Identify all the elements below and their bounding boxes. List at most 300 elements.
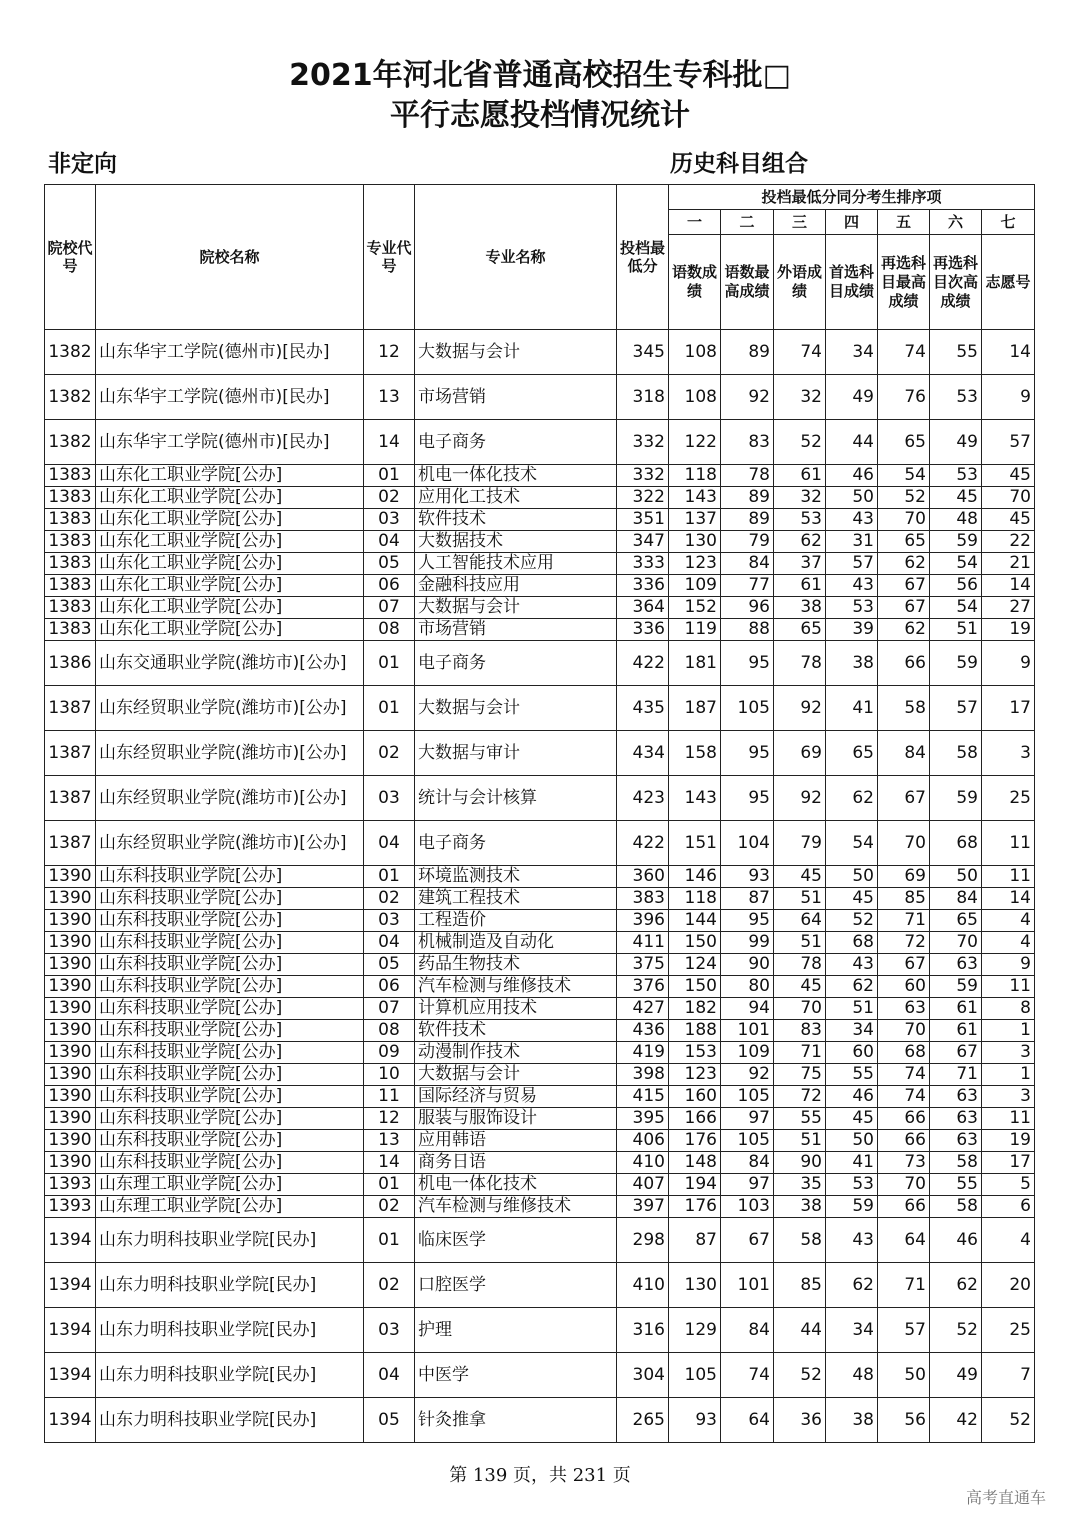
table-row — [45, 553, 1035, 575]
tiebreak-cell-5: 67 — [878, 575, 930, 597]
major-name-cell: 大数据技术 — [415, 531, 617, 553]
tiebreak-cell-5: 73 — [878, 1152, 930, 1174]
major-code-cell: 02 — [364, 1263, 415, 1308]
min-score-cell: 347 — [617, 531, 669, 553]
tiebreak-cell-3: 74 — [774, 330, 826, 375]
tiebreak-cell-6: 61 — [930, 998, 982, 1020]
school-name-cell: 山东化工职业学院[公办] — [96, 465, 364, 487]
tiebreak-cell-4: 38 — [826, 1398, 878, 1443]
school-name-cell: 山东力明科技职业学院[民办] — [96, 1398, 364, 1443]
major-code-cell: 08 — [364, 1020, 415, 1042]
tiebreak-cell-3: 78 — [774, 641, 826, 686]
school-code-cell: 1382 — [45, 420, 96, 465]
major-name-cell: 电子商务 — [415, 821, 617, 866]
school-name-cell: 山东科技职业学院[公办] — [96, 1086, 364, 1108]
tiebreak-cell-2: 64 — [721, 1398, 774, 1443]
tiebreak-cell-7: 19 — [982, 619, 1035, 641]
tiebreak-cell-3: 51 — [774, 1130, 826, 1152]
min-score-cell: 395 — [617, 1108, 669, 1130]
tiebreak-cell-2: 79 — [721, 531, 774, 553]
tiebreak-cell-6: 46 — [930, 1218, 982, 1263]
major-code-cell: 09 — [364, 1042, 415, 1064]
min-score-cell: 332 — [617, 465, 669, 487]
table-row — [45, 330, 1035, 375]
tiebreak-cell-4: 53 — [826, 597, 878, 619]
major-code-cell: 11 — [364, 1086, 415, 1108]
table-row — [45, 954, 1035, 976]
tiebreak-cell-3: 65 — [774, 619, 826, 641]
tiebreak-cell-3: 52 — [774, 420, 826, 465]
school-name-cell: 山东科技职业学院[公办] — [96, 1130, 364, 1152]
tiebreak-cell-3: 78 — [774, 954, 826, 976]
tiebreak-cell-5: 76 — [878, 375, 930, 420]
header-tiebreak-7: 志愿号 — [982, 235, 1035, 330]
tiebreak-cell-2: 89 — [721, 487, 774, 509]
major-name-cell: 商务日语 — [415, 1152, 617, 1174]
major-code-cell: 13 — [364, 375, 415, 420]
tiebreak-cell-1: 187 — [669, 686, 721, 731]
major-name-cell: 大数据与会计 — [415, 597, 617, 619]
tiebreak-cell-1: 137 — [669, 509, 721, 531]
tiebreak-cell-1: 87 — [669, 1218, 721, 1263]
tiebreak-cell-7: 27 — [982, 597, 1035, 619]
tiebreak-cell-2: 80 — [721, 976, 774, 998]
major-code-cell: 13 — [364, 1130, 415, 1152]
tiebreak-cell-6: 65 — [930, 910, 982, 932]
tiebreak-cell-1: 152 — [669, 597, 721, 619]
major-name-cell: 机电一体化技术 — [415, 1174, 617, 1196]
school-name-cell: 山东科技职业学院[公办] — [96, 888, 364, 910]
document-title-line-1: 2021年河北省普通高校招生专科批□ — [289, 58, 791, 93]
tiebreak-cell-5: 56 — [878, 1398, 930, 1443]
tiebreak-cell-7: 14 — [982, 888, 1035, 910]
school-code-cell: 1383 — [45, 597, 96, 619]
tiebreak-cell-3: 58 — [774, 1218, 826, 1263]
min-score-cell: 419 — [617, 1042, 669, 1064]
school-name-cell: 山东经贸职业学院(潍坊市)[公办] — [96, 821, 364, 866]
school-name-cell: 山东科技职业学院[公办] — [96, 1064, 364, 1086]
table-row — [45, 1152, 1035, 1174]
tiebreak-cell-7: 1 — [982, 1020, 1035, 1042]
tiebreak-cell-6: 49 — [930, 420, 982, 465]
tiebreak-cell-4: 44 — [826, 420, 878, 465]
tiebreak-cell-1: 160 — [669, 1086, 721, 1108]
header-tiebreak-1: 语数成绩 — [669, 235, 721, 330]
tiebreak-cell-7: 52 — [982, 1398, 1035, 1443]
tiebreak-cell-4: 43 — [826, 954, 878, 976]
tiebreak-cell-5: 71 — [878, 910, 930, 932]
major-name-cell: 市场营销 — [415, 375, 617, 420]
major-code-cell: 12 — [364, 330, 415, 375]
tiebreak-cell-2: 74 — [721, 1353, 774, 1398]
tiebreak-cell-1: 146 — [669, 866, 721, 888]
school-name-cell: 山东华宇工学院(德州市)[民办] — [96, 420, 364, 465]
tiebreak-cell-4: 62 — [826, 776, 878, 821]
tiebreak-cell-2: 92 — [721, 375, 774, 420]
tiebreak-cell-7: 3 — [982, 1086, 1035, 1108]
min-score-cell: 322 — [617, 487, 669, 509]
tiebreak-cell-5: 62 — [878, 553, 930, 575]
tiebreak-cell-6: 63 — [930, 954, 982, 976]
tiebreak-cell-2: 77 — [721, 575, 774, 597]
school-code-cell: 1386 — [45, 641, 96, 686]
tiebreak-cell-6: 55 — [930, 1174, 982, 1196]
min-score-cell: 333 — [617, 553, 669, 575]
tiebreak-cell-4: 68 — [826, 932, 878, 954]
tiebreak-cell-7: 25 — [982, 1308, 1035, 1353]
major-name-cell: 金融科技应用 — [415, 575, 617, 597]
min-score-cell: 364 — [617, 597, 669, 619]
min-score-cell: 423 — [617, 776, 669, 821]
major-name-cell: 应用韩语 — [415, 1130, 617, 1152]
school-name-cell: 山东化工职业学院[公办] — [96, 531, 364, 553]
tiebreak-cell-2: 84 — [721, 1308, 774, 1353]
school-code-cell: 1390 — [45, 1152, 96, 1174]
tiebreak-cell-3: 51 — [774, 932, 826, 954]
tiebreak-cell-3: 69 — [774, 731, 826, 776]
tiebreak-cell-1: 143 — [669, 776, 721, 821]
tiebreak-cell-6: 45 — [930, 487, 982, 509]
table-row — [45, 1064, 1035, 1086]
major-code-cell: 03 — [364, 509, 415, 531]
table-row — [45, 866, 1035, 888]
tiebreak-cell-6: 61 — [930, 1020, 982, 1042]
table-header — [45, 185, 1035, 330]
tiebreak-cell-6: 54 — [930, 553, 982, 575]
tiebreak-cell-5: 62 — [878, 619, 930, 641]
tiebreak-cell-7: 11 — [982, 866, 1035, 888]
school-name-cell: 山东科技职业学院[公办] — [96, 954, 364, 976]
major-name-cell: 机电一体化技术 — [415, 465, 617, 487]
tiebreak-cell-2: 109 — [721, 1042, 774, 1064]
table-row — [45, 1086, 1035, 1108]
tiebreak-cell-1: 118 — [669, 888, 721, 910]
tiebreak-cell-4: 62 — [826, 1263, 878, 1308]
min-score-cell: 298 — [617, 1218, 669, 1263]
table-row — [45, 1263, 1035, 1308]
tiebreak-cell-1: 119 — [669, 619, 721, 641]
header-tiebreak-group: 投档最低分同分考生排序项 — [669, 185, 1035, 210]
tiebreak-cell-2: 103 — [721, 1196, 774, 1218]
tiebreak-cell-7: 45 — [982, 509, 1035, 531]
min-score-cell: 422 — [617, 641, 669, 686]
tiebreak-cell-1: 158 — [669, 731, 721, 776]
major-code-cell: 05 — [364, 954, 415, 976]
tiebreak-cell-3: 61 — [774, 575, 826, 597]
tiebreak-cell-4: 55 — [826, 1064, 878, 1086]
major-code-cell: 08 — [364, 619, 415, 641]
school-code-cell: 1382 — [45, 375, 96, 420]
major-name-cell: 中医学 — [415, 1353, 617, 1398]
tiebreak-cell-3: 53 — [774, 509, 826, 531]
tiebreak-cell-6: 57 — [930, 686, 982, 731]
tiebreak-cell-4: 43 — [826, 575, 878, 597]
school-code-cell: 1390 — [45, 1020, 96, 1042]
tiebreak-cell-5: 74 — [878, 330, 930, 375]
school-name-cell: 山东化工职业学院[公办] — [96, 487, 364, 509]
major-name-cell: 电子商务 — [415, 641, 617, 686]
tiebreak-cell-2: 101 — [721, 1020, 774, 1042]
tiebreak-cell-2: 99 — [721, 932, 774, 954]
tiebreak-cell-1: 176 — [669, 1196, 721, 1218]
major-name-cell: 市场营销 — [415, 619, 617, 641]
tiebreak-cell-7: 21 — [982, 553, 1035, 575]
school-name-cell: 山东科技职业学院[公办] — [96, 976, 364, 998]
table-row — [45, 465, 1035, 487]
tiebreak-cell-7: 1 — [982, 1064, 1035, 1086]
tiebreak-cell-7: 57 — [982, 420, 1035, 465]
min-score-cell: 336 — [617, 575, 669, 597]
tiebreak-cell-5: 70 — [878, 509, 930, 531]
tiebreak-cell-2: 105 — [721, 686, 774, 731]
tiebreak-cell-4: 62 — [826, 976, 878, 998]
tiebreak-cell-3: 64 — [774, 910, 826, 932]
tiebreak-cell-6: 68 — [930, 821, 982, 866]
major-name-cell: 大数据与审计 — [415, 731, 617, 776]
tiebreak-cell-6: 42 — [930, 1398, 982, 1443]
tiebreak-cell-3: 55 — [774, 1108, 826, 1130]
tiebreak-cell-6: 52 — [930, 1308, 982, 1353]
tiebreak-cell-3: 51 — [774, 888, 826, 910]
min-score-cell: 376 — [617, 976, 669, 998]
tiebreak-cell-5: 67 — [878, 776, 930, 821]
table-row — [45, 420, 1035, 465]
tiebreak-cell-4: 48 — [826, 1353, 878, 1398]
tiebreak-cell-6: 48 — [930, 509, 982, 531]
tiebreak-cell-3: 85 — [774, 1263, 826, 1308]
tiebreak-cell-3: 36 — [774, 1398, 826, 1443]
tiebreak-cell-3: 44 — [774, 1308, 826, 1353]
school-code-cell: 1394 — [45, 1353, 96, 1398]
tiebreak-cell-6: 70 — [930, 932, 982, 954]
tiebreak-cell-6: 49 — [930, 1353, 982, 1398]
major-code-cell: 10 — [364, 1064, 415, 1086]
major-code-cell: 07 — [364, 998, 415, 1020]
tiebreak-cell-2: 96 — [721, 597, 774, 619]
header-rank-1: 一 — [669, 210, 721, 235]
tiebreak-cell-1: 181 — [669, 641, 721, 686]
major-code-cell: 02 — [364, 731, 415, 776]
header-major-name: 专业名称 — [415, 185, 617, 330]
major-code-cell: 03 — [364, 776, 415, 821]
tiebreak-cell-4: 34 — [826, 1020, 878, 1042]
major-code-cell: 12 — [364, 1108, 415, 1130]
tiebreak-cell-1: 108 — [669, 330, 721, 375]
major-code-cell: 01 — [364, 866, 415, 888]
school-code-cell: 1387 — [45, 776, 96, 821]
tiebreak-cell-2: 104 — [721, 821, 774, 866]
school-name-cell: 山东化工职业学院[公办] — [96, 553, 364, 575]
tiebreak-cell-6: 63 — [930, 1086, 982, 1108]
tiebreak-cell-1: 182 — [669, 998, 721, 1020]
tiebreak-cell-3: 37 — [774, 553, 826, 575]
tiebreak-cell-4: 49 — [826, 375, 878, 420]
tiebreak-cell-3: 92 — [774, 776, 826, 821]
school-name-cell: 山东理工职业学院[公办] — [96, 1174, 364, 1196]
tiebreak-cell-3: 38 — [774, 1196, 826, 1218]
school-code-cell: 1394 — [45, 1263, 96, 1308]
major-code-cell: 01 — [364, 1218, 415, 1263]
min-score-cell: 397 — [617, 1196, 669, 1218]
tiebreak-cell-7: 45 — [982, 465, 1035, 487]
table-row — [45, 776, 1035, 821]
major-name-cell: 统计与会计核算 — [415, 776, 617, 821]
tiebreak-cell-1: 188 — [669, 1020, 721, 1042]
tiebreak-cell-4: 54 — [826, 821, 878, 866]
school-code-cell: 1383 — [45, 487, 96, 509]
school-code-cell: 1390 — [45, 866, 96, 888]
major-code-cell: 01 — [364, 641, 415, 686]
tiebreak-cell-7: 20 — [982, 1263, 1035, 1308]
major-code-cell: 06 — [364, 976, 415, 998]
tiebreak-cell-6: 63 — [930, 1108, 982, 1130]
major-code-cell: 06 — [364, 575, 415, 597]
tiebreak-cell-7: 6 — [982, 1196, 1035, 1218]
major-name-cell: 软件技术 — [415, 509, 617, 531]
tiebreak-cell-2: 95 — [721, 910, 774, 932]
tiebreak-cell-1: 109 — [669, 575, 721, 597]
major-name-cell: 动漫制作技术 — [415, 1042, 617, 1064]
major-name-cell: 国际经济与贸易 — [415, 1086, 617, 1108]
major-name-cell: 针灸推拿 — [415, 1398, 617, 1443]
major-code-cell: 07 — [364, 597, 415, 619]
tiebreak-cell-2: 78 — [721, 465, 774, 487]
major-code-cell: 04 — [364, 821, 415, 866]
table-row — [45, 1218, 1035, 1263]
tiebreak-cell-7: 8 — [982, 998, 1035, 1020]
min-score-cell: 434 — [617, 731, 669, 776]
tiebreak-cell-6: 67 — [930, 1042, 982, 1064]
header-rank-2: 二 — [721, 210, 774, 235]
header-min-score: 投档最低分 — [617, 185, 669, 330]
tiebreak-cell-2: 89 — [721, 509, 774, 531]
school-name-cell: 山东华宇工学院(德州市)[民办] — [96, 330, 364, 375]
tiebreak-cell-6: 63 — [930, 1130, 982, 1152]
tiebreak-cell-1: 122 — [669, 420, 721, 465]
min-score-cell: 304 — [617, 1353, 669, 1398]
min-score-cell: 411 — [617, 932, 669, 954]
tiebreak-cell-1: 118 — [669, 465, 721, 487]
major-name-cell: 药品生物技术 — [415, 954, 617, 976]
table-row — [45, 932, 1035, 954]
tiebreak-cell-4: 57 — [826, 553, 878, 575]
tiebreak-cell-4: 45 — [826, 888, 878, 910]
table-body — [45, 330, 1035, 1443]
tiebreak-cell-4: 50 — [826, 866, 878, 888]
school-code-cell: 1383 — [45, 553, 96, 575]
tiebreak-cell-6: 53 — [930, 375, 982, 420]
tiebreak-cell-6: 59 — [930, 531, 982, 553]
school-code-cell: 1390 — [45, 1064, 96, 1086]
watermark: 高考直通车 — [966, 1488, 1047, 1507]
tiebreak-cell-5: 84 — [878, 731, 930, 776]
tiebreak-cell-5: 67 — [878, 597, 930, 619]
tiebreak-cell-5: 74 — [878, 1064, 930, 1086]
major-name-cell: 临床医学 — [415, 1218, 617, 1263]
major-code-cell: 05 — [364, 1398, 415, 1443]
school-name-cell: 山东理工职业学院[公办] — [96, 1196, 364, 1218]
tiebreak-cell-4: 46 — [826, 465, 878, 487]
tiebreak-cell-3: 92 — [774, 686, 826, 731]
tiebreak-cell-2: 105 — [721, 1130, 774, 1152]
tiebreak-cell-4: 50 — [826, 1130, 878, 1152]
table-row — [45, 487, 1035, 509]
subtitle-category: 非定向 — [48, 151, 117, 177]
major-code-cell: 14 — [364, 1152, 415, 1174]
major-name-cell: 建筑工程技术 — [415, 888, 617, 910]
header-major-code: 专业代号 — [364, 185, 415, 330]
table-row — [45, 1353, 1035, 1398]
school-name-cell: 山东交通职业学院(潍坊市)[公办] — [96, 641, 364, 686]
school-name-cell: 山东科技职业学院[公办] — [96, 1020, 364, 1042]
tiebreak-cell-5: 63 — [878, 998, 930, 1020]
tiebreak-cell-4: 39 — [826, 619, 878, 641]
tiebreak-cell-4: 38 — [826, 641, 878, 686]
tiebreak-cell-7: 4 — [982, 910, 1035, 932]
tiebreak-cell-5: 72 — [878, 932, 930, 954]
tiebreak-cell-6: 50 — [930, 866, 982, 888]
major-code-cell: 01 — [364, 1174, 415, 1196]
tiebreak-cell-5: 66 — [878, 1108, 930, 1130]
tiebreak-cell-2: 84 — [721, 553, 774, 575]
tiebreak-cell-7: 11 — [982, 1108, 1035, 1130]
tiebreak-cell-1: 143 — [669, 487, 721, 509]
tiebreak-cell-2: 95 — [721, 776, 774, 821]
school-code-cell: 1387 — [45, 686, 96, 731]
major-name-cell: 口腔医学 — [415, 1263, 617, 1308]
tiebreak-cell-7: 25 — [982, 776, 1035, 821]
tiebreak-cell-7: 70 — [982, 487, 1035, 509]
school-code-cell: 1390 — [45, 1042, 96, 1064]
tiebreak-cell-2: 101 — [721, 1263, 774, 1308]
min-score-cell: 375 — [617, 954, 669, 976]
school-code-cell: 1387 — [45, 821, 96, 866]
major-name-cell: 环境监测技术 — [415, 866, 617, 888]
table-row — [45, 1398, 1035, 1443]
table-row — [45, 888, 1035, 910]
tiebreak-cell-4: 41 — [826, 686, 878, 731]
table-row — [45, 1130, 1035, 1152]
min-score-cell: 360 — [617, 866, 669, 888]
tiebreak-cell-6: 84 — [930, 888, 982, 910]
tiebreak-cell-7: 3 — [982, 731, 1035, 776]
tiebreak-cell-4: 43 — [826, 1218, 878, 1263]
min-score-cell: 396 — [617, 910, 669, 932]
header-rank-4: 四 — [826, 210, 878, 235]
tiebreak-cell-5: 66 — [878, 1196, 930, 1218]
table-row — [45, 1020, 1035, 1042]
tiebreak-cell-7: 5 — [982, 1174, 1035, 1196]
school-code-cell: 1383 — [45, 575, 96, 597]
min-score-cell: 406 — [617, 1130, 669, 1152]
tiebreak-cell-1: 153 — [669, 1042, 721, 1064]
tiebreak-cell-4: 31 — [826, 531, 878, 553]
school-code-cell: 1382 — [45, 330, 96, 375]
tiebreak-cell-7: 9 — [982, 954, 1035, 976]
tiebreak-cell-3: 38 — [774, 597, 826, 619]
min-score-cell: 436 — [617, 1020, 669, 1042]
school-name-cell: 山东力明科技职业学院[民办] — [96, 1308, 364, 1353]
tiebreak-cell-1: 148 — [669, 1152, 721, 1174]
tiebreak-cell-3: 71 — [774, 1042, 826, 1064]
major-code-cell: 05 — [364, 553, 415, 575]
tiebreak-cell-7: 14 — [982, 575, 1035, 597]
tiebreak-cell-3: 52 — [774, 1353, 826, 1398]
min-score-cell: 318 — [617, 375, 669, 420]
tiebreak-cell-1: 150 — [669, 976, 721, 998]
major-name-cell: 工程造价 — [415, 910, 617, 932]
major-name-cell: 大数据与会计 — [415, 686, 617, 731]
